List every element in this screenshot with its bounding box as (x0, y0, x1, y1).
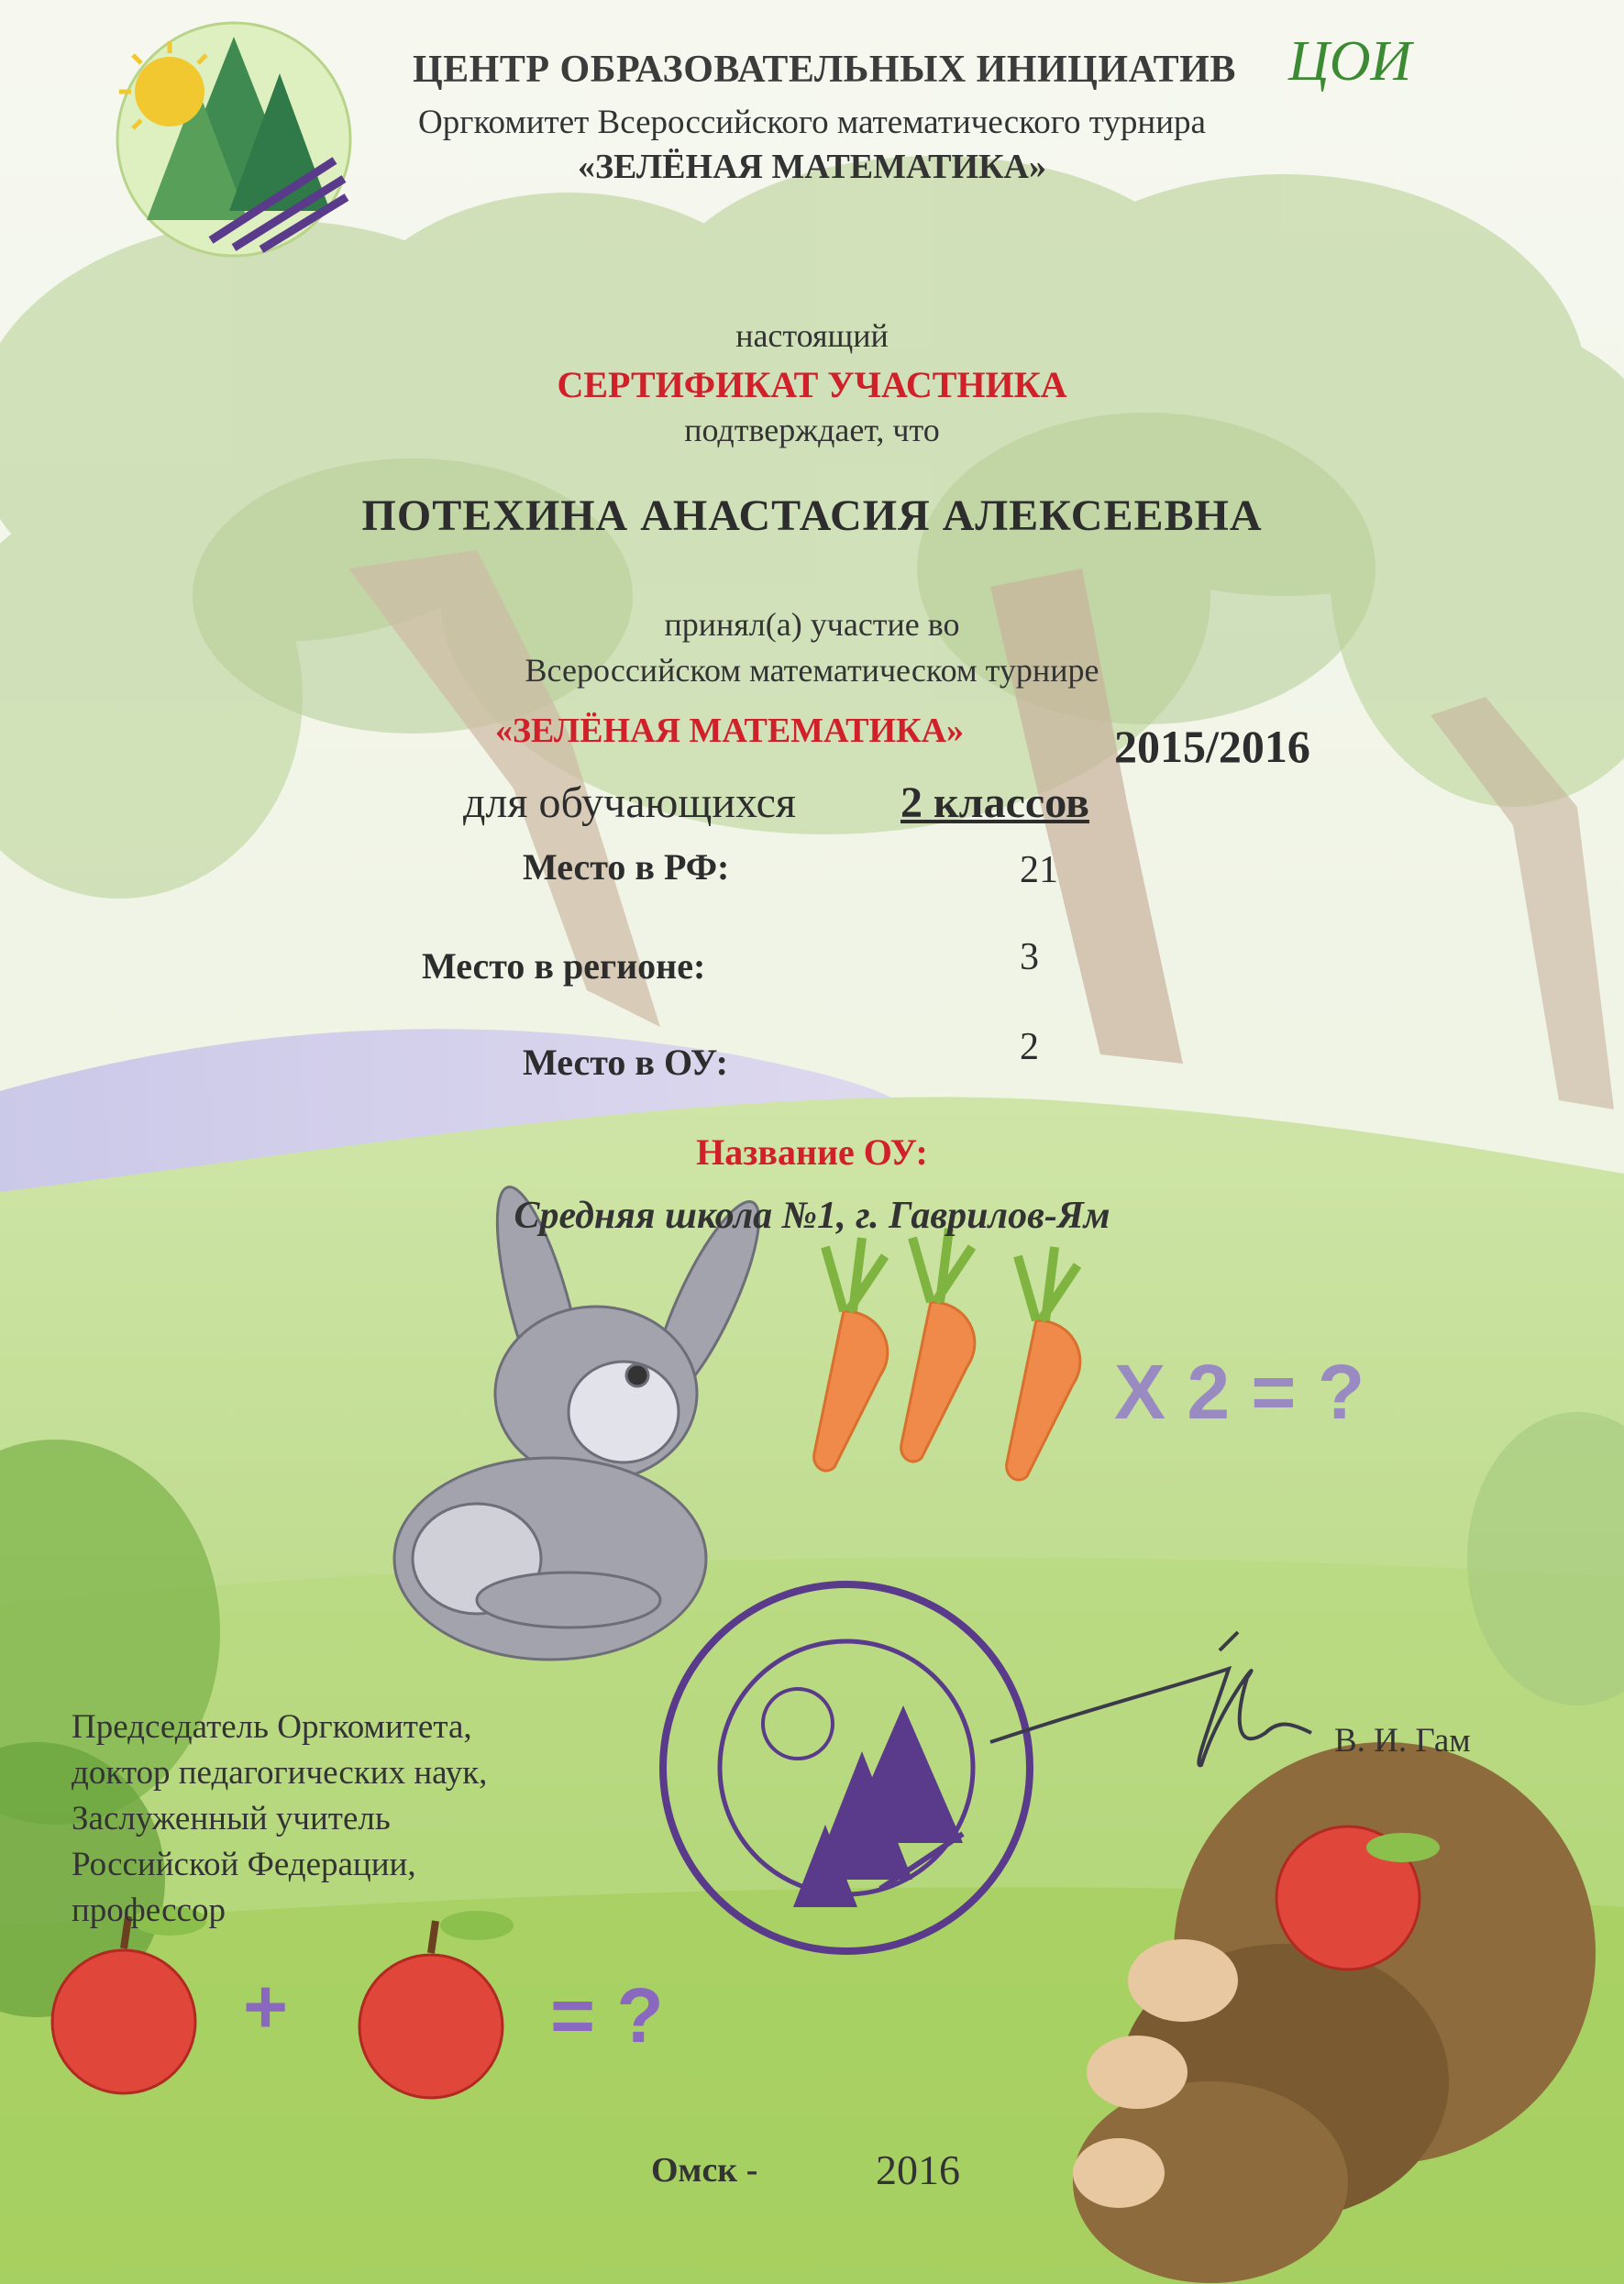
committee-line: Оргкомитет Всероссийского математического турнира (418, 104, 1206, 141)
signer-name: В. И. Гам (1334, 1722, 1471, 1760)
signer-title-line-3: Заслуженный учитель (72, 1800, 391, 1837)
signer-title-line-4: Российской Федерации, (72, 1846, 416, 1883)
signer-title-line-2: доктор педагогических наук, (72, 1754, 488, 1792)
result-value-rf: 21 (1020, 849, 1058, 891)
certificate-title: СЕРТИФИКАТ УЧАСТНИКА (557, 364, 1067, 405)
carrot-puzzle-text: X 2 = ? (1114, 1349, 1365, 1435)
tournament-name: «ЗЕЛЁНАЯ МАТЕМАТИКА» (495, 712, 965, 750)
signer-title-line-1: Председатель Оргкомитета, (72, 1708, 472, 1746)
apple-plus-sign: + (243, 1963, 289, 2049)
result-value-school: 2 (1020, 1026, 1039, 1068)
school-name: Средняя школа №1, г. Гаврилов-Ям (514, 1195, 1110, 1237)
signer-title-line-5: профессор (72, 1892, 226, 1929)
intro-text: настоящий (735, 317, 889, 354)
result-label-rf: Место в РФ: (523, 846, 730, 888)
season-year: 2015/2016 (1114, 721, 1310, 772)
footer-city: Омск - (651, 2151, 758, 2190)
footer-year: 2016 (876, 2146, 960, 2193)
result-value-region: 3 (1020, 936, 1039, 978)
confirms-text: подтверждает, что (684, 412, 940, 448)
took-part-line-2: Всероссийском математическом турнире (525, 652, 1099, 689)
center-logo-text: ЦОИ (1288, 30, 1412, 93)
tournament-header: «ЗЕЛЁНАЯ МАТЕМАТИКА» (577, 148, 1047, 186)
result-label-region: Место в регионе: (422, 945, 706, 987)
grade-value: 2 классов (900, 778, 1089, 827)
center-name: ЦЕНТР ОБРАЗОВАТЕЛЬНЫХ ИНИЦИАТИВ (413, 49, 1236, 91)
grade-prefix: для обучающихся (463, 778, 796, 827)
school-label: Название ОУ: (696, 1131, 928, 1173)
apple-equals-question: = ? (550, 1972, 664, 2058)
result-label-school: Место в ОУ: (523, 1042, 728, 1083)
participant-name: ПОТЕХИНА АНАСТАСИЯ АЛЕКСЕЕВНА (361, 491, 1263, 540)
took-part-line-1: принял(а) участие во (664, 606, 960, 643)
